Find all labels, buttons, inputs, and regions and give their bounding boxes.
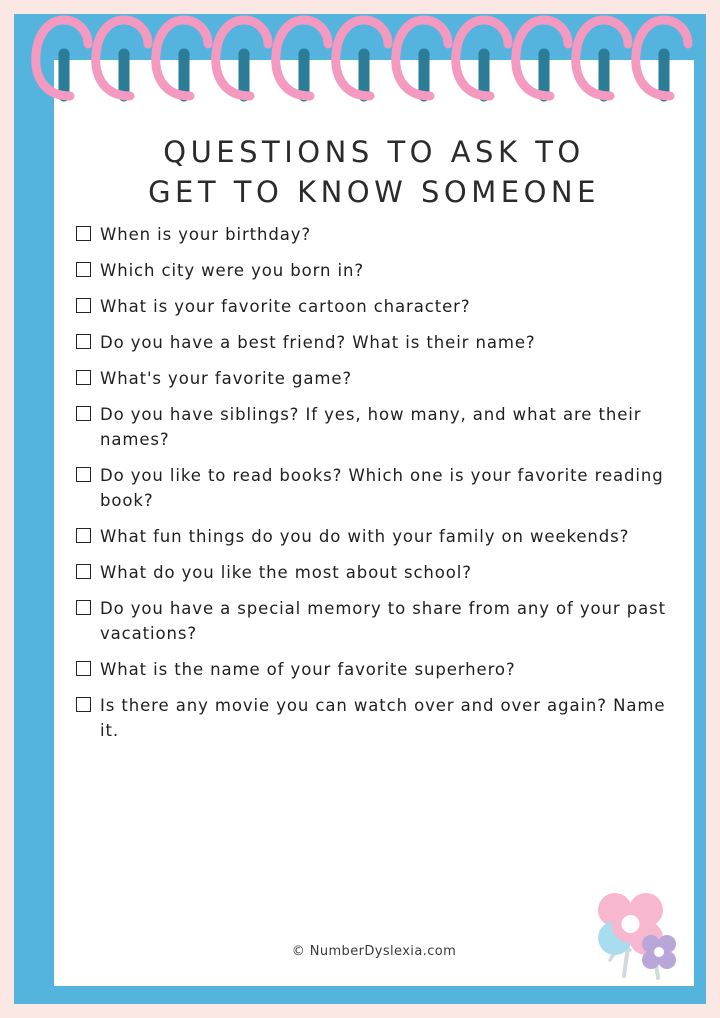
checkbox-icon[interactable] (76, 370, 91, 385)
question-text: When is your birthday? (100, 225, 312, 244)
list-item[interactable] (54, 258, 694, 283)
question-text: What fun things do you do with your family on weekends? (100, 527, 630, 546)
checkbox-icon[interactable] (76, 406, 91, 421)
list-item[interactable] (54, 222, 694, 247)
question-text: What's your favorite game? (100, 369, 353, 388)
question-text: Do you have a best friend? What is their name? (100, 333, 536, 352)
page-title (54, 132, 694, 212)
page-title-line-2: GET TO KNOW SOMEONE (148, 175, 600, 209)
checkbox-icon[interactable] (76, 226, 91, 241)
question-text: What is the name of your favorite superhero? (100, 660, 516, 679)
question-text: What is your favorite cartoon character? (100, 297, 471, 316)
list-item[interactable] (54, 560, 694, 585)
list-item[interactable] (54, 294, 694, 319)
checkbox-icon[interactable] (76, 528, 91, 543)
question-text: Do you like to read books? Which one is your favorite reading book? (100, 466, 664, 510)
checkbox-icon[interactable] (76, 467, 91, 482)
list-item[interactable] (54, 596, 694, 646)
list-item[interactable] (54, 330, 694, 355)
question-text: Do you have siblings? If yes, how many, and what are their names? (100, 405, 642, 449)
checkbox-icon[interactable] (76, 564, 91, 579)
worksheet-sheet (54, 60, 694, 986)
blue-border-frame (14, 14, 706, 1004)
checkbox-icon[interactable] (76, 334, 91, 349)
question-text: What do you like the most about school? (100, 563, 472, 582)
flower-icon (568, 876, 688, 984)
checkbox-icon[interactable] (76, 262, 91, 277)
page-title-line-1: QUESTIONS TO ASK TO (163, 135, 585, 169)
question-text: Is there any movie you can watch over and over again? Name it. (100, 696, 666, 740)
checkbox-icon[interactable] (76, 697, 91, 712)
list-item[interactable] (54, 693, 694, 743)
credit-text: © NumberDyslexia.com (291, 944, 457, 959)
questions-list (54, 222, 694, 754)
list-item[interactable] (54, 657, 694, 682)
list-item[interactable] (54, 463, 694, 513)
list-item[interactable] (54, 402, 694, 452)
list-item[interactable] (54, 524, 694, 549)
list-item[interactable] (54, 366, 694, 391)
checkbox-icon[interactable] (76, 298, 91, 313)
checkbox-icon[interactable] (76, 661, 91, 676)
question-text: Do you have a special memory to share from any of your past vacations? (100, 599, 666, 643)
question-text: Which city were you born in? (100, 261, 365, 280)
checkbox-icon[interactable] (76, 600, 91, 615)
